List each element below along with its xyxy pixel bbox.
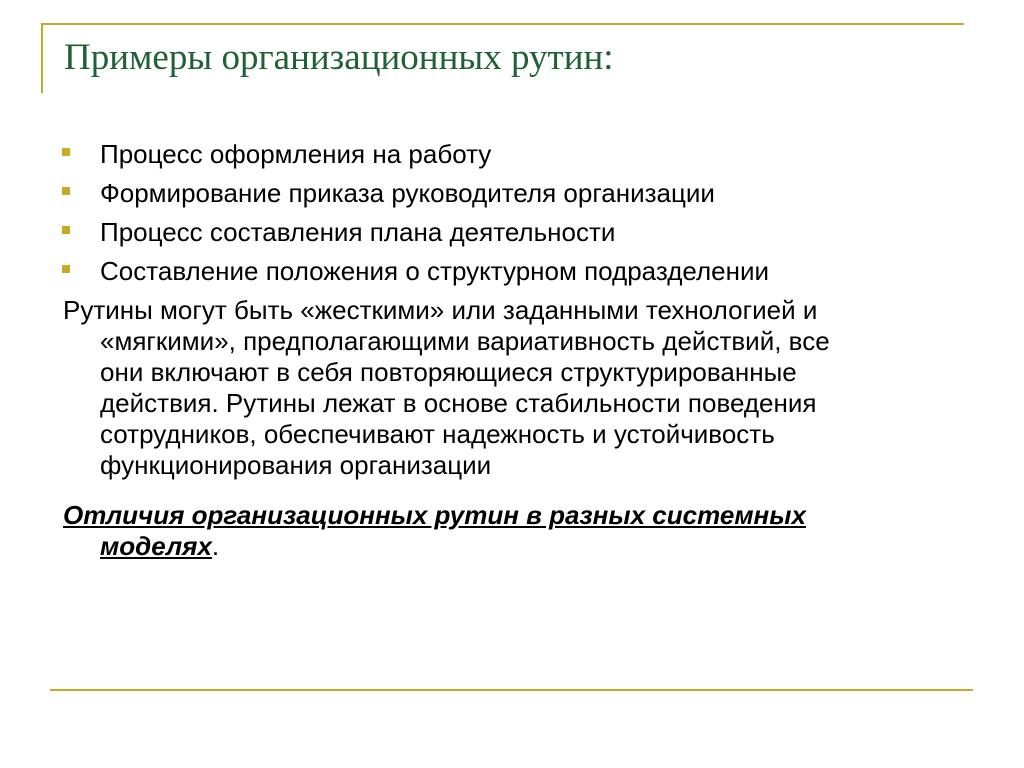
slide-title: Примеры организационных рутин: [64, 37, 614, 78]
square-bullet-icon [62, 226, 70, 234]
paragraph-line: они включают в себя повторяющиеся структурированные [100, 357, 797, 387]
bullet-text: Составление положения о структурном подразделении [100, 256, 769, 286]
link-suffix: . [211, 531, 220, 561]
bullet-text: Процесс оформления на работу [100, 139, 492, 169]
paragraph-line: Рутины могут быть «жесткими» или заданными технологией и [63, 295, 818, 325]
differences-link[interactable]: Отличия организационных рутин в разных системных [63, 500, 806, 530]
bottom-border-line [50, 689, 973, 691]
link-line [63, 531, 963, 562]
left-border-line [41, 23, 43, 93]
square-bullet-icon [62, 187, 70, 195]
square-bullet-icon [62, 148, 70, 156]
square-bullet-icon [62, 265, 70, 273]
paragraph-line: действия. Рутины лежат в основе стабильности поведения [100, 388, 817, 418]
differences-link-block [63, 500, 963, 562]
paragraph-line: сотрудников, обеспечивают надежность и устойчивость [100, 419, 775, 449]
top-border-line [41, 23, 964, 25]
link-line [63, 500, 963, 531]
bullet-text: Процесс составления плана деятельности [100, 217, 616, 247]
bullet-text: Формирование приказа руководителя организации [100, 178, 715, 208]
body-paragraph [63, 295, 963, 481]
paragraph-line: функционирования организации [100, 450, 492, 480]
differences-link-continued[interactable]: моделях [100, 531, 212, 561]
paragraph-line: «мягкими», предполагающими вариативность действий, все [100, 326, 830, 356]
